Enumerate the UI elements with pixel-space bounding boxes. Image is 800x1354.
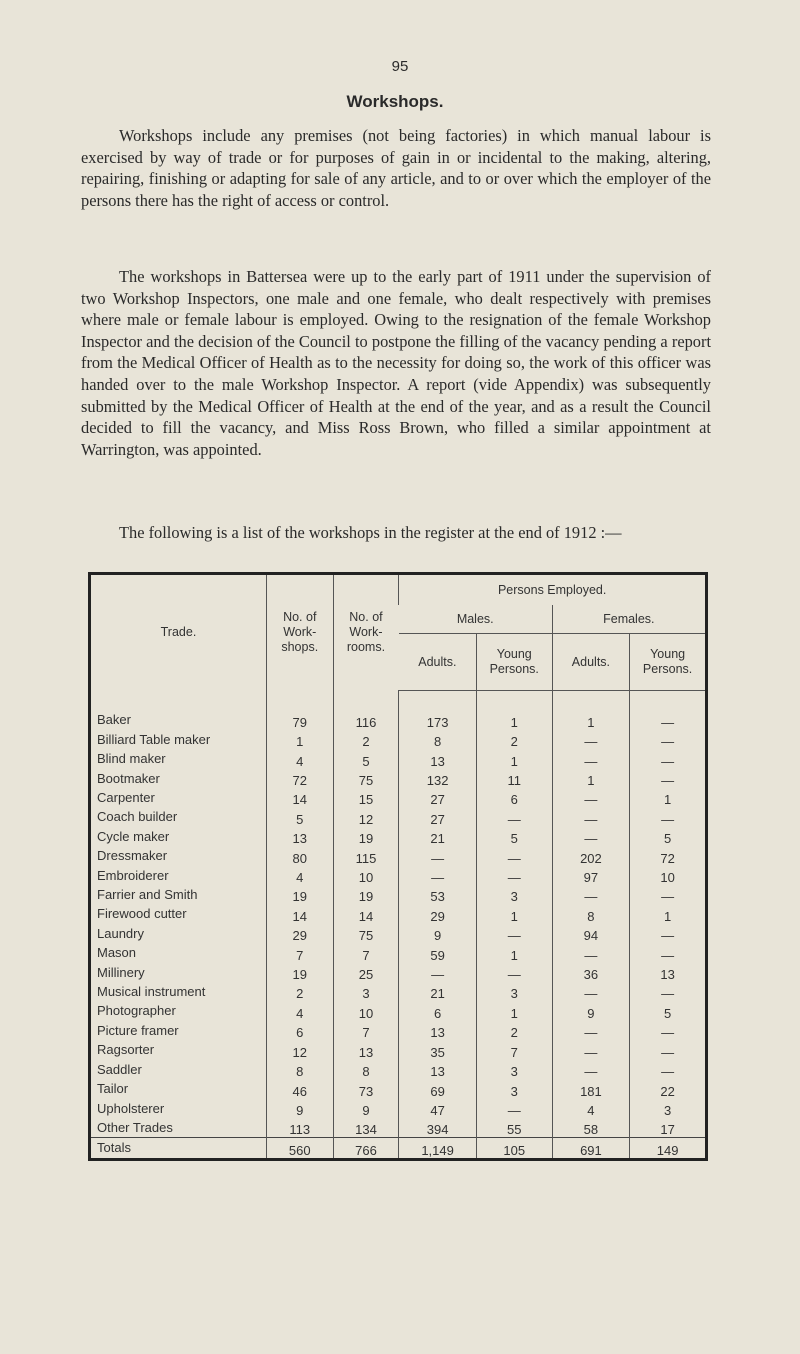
cell-female-young: — [630,1040,707,1059]
header-females: Females. [552,605,706,634]
cell-male-adults: 35 [399,1040,477,1059]
cell-female-young: 5 [630,827,707,846]
cell-trade: Baker [97,712,131,728]
cell-male-young: — [476,846,552,865]
cell-male-young: 3 [476,982,552,1001]
cell-trade: Millinery [97,964,145,980]
cell-workrooms: 15 [333,788,399,807]
cell-workshops: 29 [266,924,333,943]
cell-male-adults: 8 [399,730,477,749]
cell-female-adults: 1 [552,769,630,788]
header-male-young-persons: Young Persons. [476,634,552,691]
cell-female-adults: 181 [552,1079,630,1098]
totals-male-young: 105 [476,1138,552,1159]
table-row [90,827,707,846]
cell-female-adults: 97 [552,866,630,885]
cell-trade: Photographer [97,1003,176,1019]
cell-trade: Embroiderer [97,867,169,883]
cell-workshops: 19 [266,963,333,982]
table-row [90,788,707,807]
cell-female-adults: 202 [552,846,630,865]
cell-female-adults: — [552,749,630,768]
cell-workrooms: 3 [333,982,399,1001]
totals-female-young: 149 [630,1138,707,1159]
cell-workshops: 4 [266,749,333,768]
cell-female-adults: — [552,1040,630,1059]
cell-trade: Mason [97,945,137,961]
cell-female-adults: — [552,943,630,962]
cell-male-young: 3 [476,1079,552,1098]
cell-male-young: 2 [476,1021,552,1040]
cell-male-young: — [476,924,552,943]
totals-male-adults: 1,149 [399,1138,477,1159]
header-male-adults: Adults. [399,634,477,691]
cell-workshops: 79 [266,710,333,729]
table-row [90,1099,707,1118]
cell-female-young: — [630,730,707,749]
cell-workrooms: 115 [333,846,399,865]
cell-male-young: — [476,866,552,885]
cell-workshops: 13 [266,827,333,846]
table-row [90,924,707,943]
cell-male-adults: 132 [399,769,477,788]
cell-female-young: 5 [630,1001,707,1020]
table-body [90,691,707,1138]
cell-female-adults: 36 [552,963,630,982]
header-workrooms: No. of Work-rooms. [333,574,399,691]
cell-male-young: 2 [476,730,552,749]
cell-male-young: — [476,1099,552,1118]
cell-trade: Firewood cutter [97,906,187,922]
cell-male-young: 7 [476,1040,552,1059]
header-female-young-persons: Young Persons. [630,634,707,691]
cell-female-adults: — [552,1060,630,1079]
header-trade: Trade. [160,625,197,640]
totals-female-adults: 691 [552,1138,630,1159]
paragraph-list-intro: The following is a list of the workshops in the register at the end of 1912 :— [119,523,622,542]
cell-workrooms: 14 [333,904,399,923]
cell-male-young: 1 [476,749,552,768]
cell-workrooms: 73 [333,1079,399,1098]
cell-workrooms: 116 [333,710,399,729]
header-males: Males. [399,605,552,634]
table-row [90,807,707,826]
section-heading: Workshops. [346,92,444,111]
cell-male-adults: 13 [399,1021,477,1040]
cell-female-adults: 9 [552,1001,630,1020]
cell-trade: Farrier and Smith [97,887,198,903]
cell-male-adults: 21 [399,982,477,1001]
cell-male-adults: 27 [399,788,477,807]
table-row [90,866,707,885]
table-row [90,1079,707,1098]
cell-workrooms: 13 [333,1040,399,1059]
cell-male-adults: 173 [399,710,477,729]
cell-workshops: 8 [266,1060,333,1079]
table-row [90,1001,707,1020]
cell-female-adults: 4 [552,1099,630,1118]
cell-workrooms: 25 [333,963,399,982]
table-row [90,730,707,749]
cell-trade: Blind maker [97,751,166,767]
cell-female-young: 13 [630,963,707,982]
totals-workshops: 560 [266,1138,333,1159]
table-row [90,1060,707,1079]
cell-workshops: 72 [266,769,333,788]
cell-male-young: 1 [476,904,552,923]
cell-trade: Ragsorter [97,1042,155,1058]
cell-female-young: — [630,943,707,962]
cell-trade: Upholsterer [97,1100,165,1116]
cell-female-young: — [630,807,707,826]
workshops-table [88,572,708,1161]
cell-male-young: — [476,807,552,826]
table-row [90,982,707,1001]
cell-male-young: 5 [476,827,552,846]
cell-female-adults: — [552,730,630,749]
cell-workrooms: 12 [333,807,399,826]
cell-female-adults: 94 [552,924,630,943]
cell-workshops: 14 [266,788,333,807]
cell-workrooms: 9 [333,1099,399,1118]
cell-male-young: 3 [476,1060,552,1079]
cell-female-young: 10 [630,866,707,885]
cell-female-young: 22 [630,1079,707,1098]
cell-female-young: 17 [630,1118,707,1138]
cell-trade: Tailor [97,1081,129,1097]
cell-trade: Billiard Table maker [97,731,211,747]
cell-workshops: 4 [266,1001,333,1020]
cell-trade: Laundry [97,925,144,941]
cell-trade: Coach builder [97,809,178,825]
cell-female-young: 72 [630,846,707,865]
cell-workrooms: 10 [333,866,399,885]
cell-male-adults: 69 [399,1079,477,1098]
table-row [90,943,707,962]
cell-trade: Cycle maker [97,828,170,844]
cell-trade: Other Trades [97,1119,173,1135]
cell-workrooms: 2 [333,730,399,749]
cell-male-adults: 47 [399,1099,477,1118]
cell-male-adults: — [399,866,477,885]
cell-male-adults: — [399,846,477,865]
header-female-adults: Adults. [552,634,630,691]
cell-female-young: — [630,769,707,788]
cell-female-adults: 8 [552,904,630,923]
cell-workrooms: 10 [333,1001,399,1020]
cell-workshops: 12 [266,1040,333,1059]
cell-workshops: 2 [266,982,333,1001]
cell-workshops: 80 [266,846,333,865]
table-row [90,749,707,768]
cell-male-adults: 29 [399,904,477,923]
cell-female-young: — [630,924,707,943]
cell-female-young: 1 [630,904,707,923]
totals-label: Totals [90,1138,267,1159]
cell-male-young: 1 [476,710,552,729]
cell-female-young: 1 [630,788,707,807]
cell-workrooms: 75 [333,769,399,788]
cell-trade: Musical instrument [97,984,206,1000]
cell-female-young: — [630,982,707,1001]
table-row [90,1021,707,1040]
cell-female-young: — [630,710,707,729]
header-persons-employed: Persons Employed. [399,574,707,606]
cell-workrooms: 75 [333,924,399,943]
cell-workrooms: 5 [333,749,399,768]
totals-row [90,1138,707,1159]
cell-male-adults: 13 [399,1060,477,1079]
cell-workshops: 6 [266,1021,333,1040]
cell-trade: Dressmaker [97,848,168,864]
cell-female-young: — [630,1060,707,1079]
cell-workshops: 19 [266,885,333,904]
cell-male-adults: 13 [399,749,477,768]
cell-male-adults: 394 [399,1118,477,1138]
cell-male-young: 11 [476,769,552,788]
cell-trade: Carpenter [97,790,155,806]
cell-workrooms: 8 [333,1060,399,1079]
table-row [90,963,707,982]
cell-male-young: — [476,963,552,982]
cell-male-adults: 9 [399,924,477,943]
cell-trade: Bootmaker [97,770,160,786]
cell-workshops: 9 [266,1099,333,1118]
cell-workshops: 1 [266,730,333,749]
table-row [90,846,707,865]
page-number: 95 [391,58,409,75]
cell-male-adults: 59 [399,943,477,962]
cell-workshops: 46 [266,1079,333,1098]
cell-workshops: 5 [266,807,333,826]
cell-female-adults: — [552,788,630,807]
cell-workrooms: 134 [333,1118,399,1138]
table-row [90,885,707,904]
cell-female-young: — [630,1021,707,1040]
cell-trade: Saddler [97,1061,142,1077]
cell-female-adults: — [552,885,630,904]
cell-male-young: 1 [476,943,552,962]
cell-female-young: — [630,749,707,768]
header-workshops: No. of Work-shops. [266,574,333,691]
cell-workshops: 14 [266,904,333,923]
table-row [90,710,707,729]
cell-workshops: 4 [266,866,333,885]
cell-male-adults: 53 [399,885,477,904]
cell-male-young: 1 [476,1001,552,1020]
cell-workshops: 113 [266,1118,333,1138]
cell-female-adults: — [552,827,630,846]
cell-male-adults: 21 [399,827,477,846]
cell-male-adults: 6 [399,1001,477,1020]
cell-male-adults: 27 [399,807,477,826]
table-row [90,1040,707,1059]
cell-female-adults: 1 [552,710,630,729]
cell-female-adults: 58 [552,1118,630,1138]
cell-workrooms: 7 [333,943,399,962]
cell-female-adults: — [552,807,630,826]
cell-male-young: 6 [476,788,552,807]
table-row [90,1118,707,1138]
cell-workrooms: 19 [333,827,399,846]
table-row [90,904,707,923]
paragraph-definition: Workshops include any premises (not being factories) in which manual labour is exercised by way of trade or for purposes of gain in or incidental to the making, altering, repairing, finishing or adapting for sale of any article, and to or over which the employer of the persons there has the right of access or control. [81,126,711,210]
cell-female-adults: — [552,982,630,1001]
cell-male-adults: — [399,963,477,982]
cell-workrooms: 19 [333,885,399,904]
cell-male-young: 3 [476,885,552,904]
cell-male-young: 55 [476,1118,552,1138]
cell-female-young: — [630,885,707,904]
totals-workrooms: 766 [333,1138,399,1159]
cell-female-young: 3 [630,1099,707,1118]
cell-female-adults: — [552,1021,630,1040]
cell-workrooms: 7 [333,1021,399,1040]
cell-trade: Picture framer [97,1022,179,1038]
paragraph-inspectors: The workshops in Battersea were up to the early part of 1911 under the supervision of two Workshop Inspectors, one male and one female, who dealt respectively with premises where male or female labour is employed. Owing to the resignation of the female Workshop Inspector and the decision of the Council to postpone the filling of the vacancy pending a report from the Medical Officer of Health as to the necessity for doing so, the work of this officer was handed over to the male Workshop Inspector. A report (vide Appendix) was subsequently submitted by the Medical Officer of Health at the end of the year, and as a result the Council decided to fill the vacancy, and Miss Ross Brown, who filled a similar appointment at Warrington, was appointed. [81,267,711,459]
cell-workshops: 7 [266,943,333,962]
table-row [90,769,707,788]
